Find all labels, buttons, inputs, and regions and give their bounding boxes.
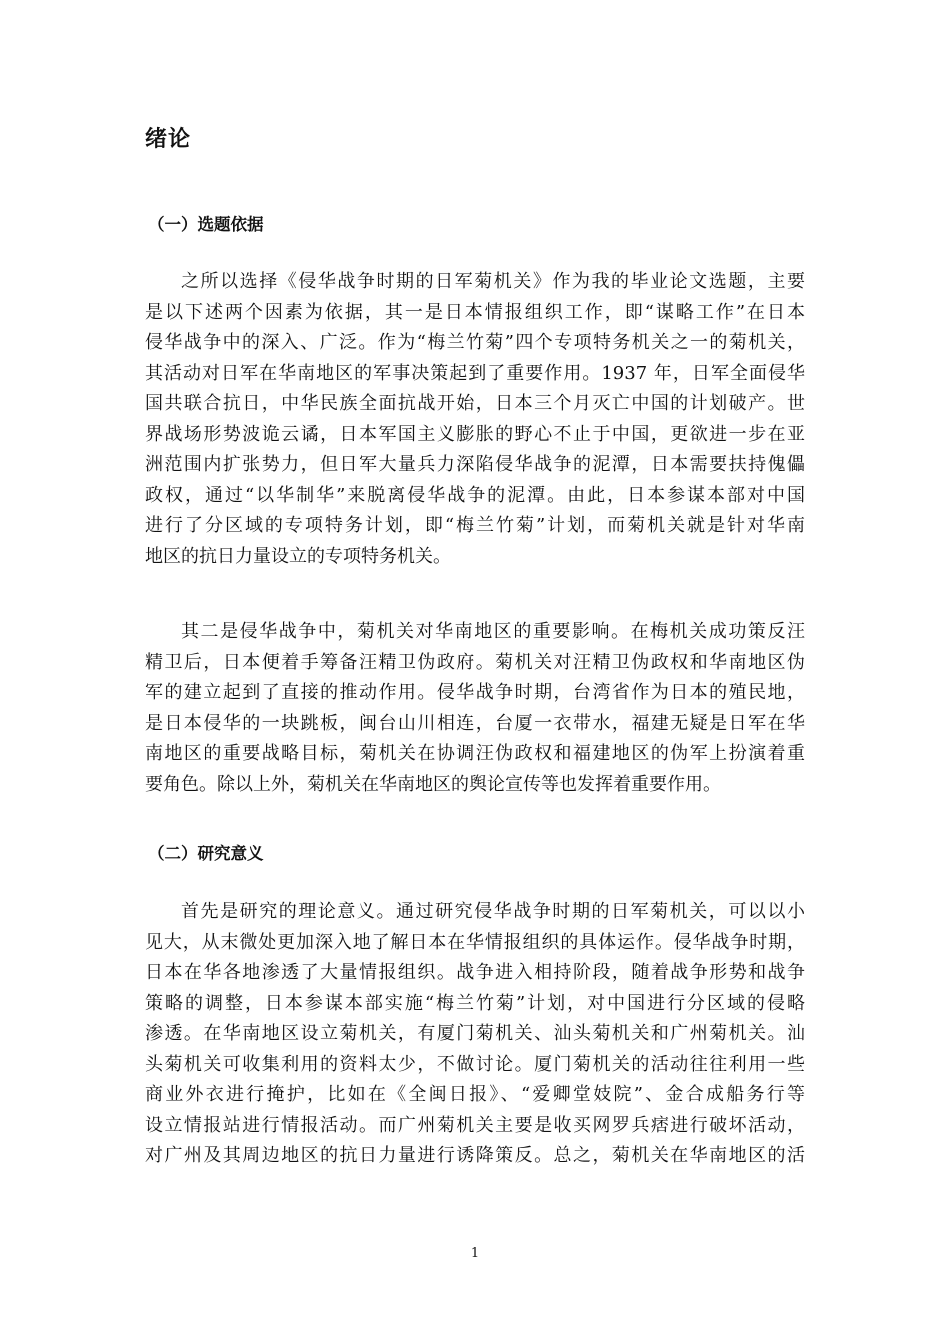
text-line: 国共联合抗日，中华民族全面抗战开始，日本三个月灭亡中国的计划破产。世 [145, 393, 805, 414]
text-line: 日本在华各地渗透了大量情报组织。战争进入相持阶段，随着战争形势和战争 [145, 962, 805, 983]
text-line: 头菊机关可收集利用的资料太少，不做讨论。厦门菊机关的活动往往利用一些 [145, 1053, 805, 1075]
text-line: 对广州及其周边地区的抗日力量进行诱降策反。总之，菊机关在华南地区的活 [145, 1145, 805, 1166]
text-line: 见大，从末微处更加深入地了解日本在华情报组织的具体运作。侵华战争时期， [145, 931, 805, 953]
section-heading-basis: （一）选题依据 [148, 215, 264, 234]
text-line: 政权，通过“以华制华”来脱离侵华战争的泥潭。由此，日本参谋本部对中国 [145, 484, 805, 506]
text-line: 设立情报站进行情报活动。而广州菊机关主要是收买网罗兵痞进行破坏活动， [145, 1114, 805, 1136]
page-number: 1 [470, 1246, 480, 1261]
text-line: 之所以选择《侵华战争时期的日军菊机关》作为我的毕业论文选题，主要 [181, 271, 805, 292]
text-line: 策略的调整，日本参谋本部实施“梅兰竹菊”计划，对中国进行分区域的侵略 [145, 992, 805, 1014]
text-line: 其活动对日军在华南地区的军事决策起到了重要作用。1937 年，日军全面侵华 [145, 362, 805, 384]
text-line: 界战场形势波诡云谲，日本军国主义膨胀的野心不止于中国，更欲进一步在亚 [145, 423, 805, 445]
text-line: 洲范围内扩张势力，但日军大量兵力深陷侵华战争的泥潭，日本需要扶持傀儡 [145, 454, 805, 475]
text-line: 是以下述两个因素为依据，其一是日本情报组织工作，即“谋略工作”在日本 [145, 301, 805, 323]
text-line: 军的建立起到了直接的推动作用。侵华战争时期，台湾省作为日本的殖民地， [145, 682, 805, 703]
section-heading-significance: （二）研究意义 [148, 844, 264, 863]
text-line: 商业外衣进行掩护，比如在《全闽日报》、“爱卿堂妓院”、金合成船务行等 [145, 1084, 805, 1105]
text-line: 首先是研究的理论意义。通过研究侵华战争时期的日军菊机关，可以以小 [181, 901, 805, 922]
chapter-title: 绪论 [145, 127, 192, 152]
text-line: 其二是侵华战争中，菊机关对华南地区的重要影响。在梅机关成功策反汪 [181, 621, 805, 642]
text-line: 进行了分区域的专项特务计划，即“梅兰竹菊”计划，而菊机关就是针对华南 [145, 515, 805, 536]
text-line: 要角色。除以上外，菊机关在华南地区的舆论宣传等也发挥着重要作用。 [145, 773, 721, 795]
text-line: 南地区的重要战略目标，菊机关在协调汪伪政权和福建地区的伪军上扮演着重 [145, 743, 805, 764]
text-line: 侵华战争中的深入、广泛。作为“梅兰竹菊”四个专项特务机关之一的菊机关， [145, 332, 805, 353]
text-line: 精卫后，日本便着手筹备汪精卫伪政府。菊机关对汪精卫伪政权和华南地区伪 [145, 651, 805, 673]
paragraph-significance-1 [145, 897, 805, 1172]
paragraph-basis-2 [145, 617, 805, 800]
text-line: 渗透。在华南地区设立菊机关，有厦门菊机关、汕头菊机关和广州菊机关。汕 [145, 1023, 805, 1044]
paragraph-basis-1 [145, 267, 805, 572]
text-line: 地区的抗日力量设立的专项特务机关。 [145, 545, 451, 567]
text-line: 是日本侵华的一块跳板，闽台山川相连，台厦一衣带水，福建无疑是日军在华 [145, 712, 805, 734]
